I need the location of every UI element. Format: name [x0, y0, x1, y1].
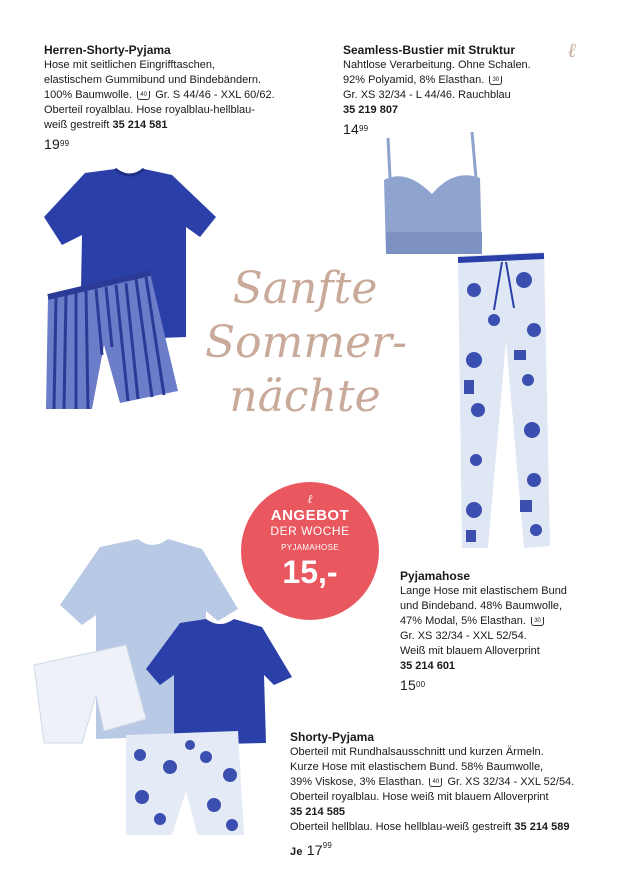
badge-title-1: ANGEBOT — [270, 507, 350, 524]
headline-line-2: Sommer- — [205, 317, 408, 368]
bustier-material-row — [343, 73, 583, 88]
pyjamahose-info — [400, 568, 610, 693]
badge-product: PYJAMAHOSE — [281, 543, 339, 552]
herren-price-main: 19 — [44, 136, 60, 152]
herren-article: 35 214 581 — [112, 119, 168, 131]
herren-material: 100% Baumwolle. — [44, 89, 133, 101]
pyjamahose-price-cents: 00 — [415, 680, 426, 689]
pyjamahose-image — [454, 250, 554, 550]
shorty-article-1: 35 214 585 — [290, 806, 346, 818]
shorty-line: Oberteil mit Rundhalsausschnitt und kurzen Ärmeln. — [290, 746, 544, 758]
shorty-price — [290, 842, 332, 858]
pyjamahose-price — [400, 678, 610, 693]
herren-shorty-info — [44, 42, 284, 152]
shorty-line: Oberteil royalblau. Hose weiß mit blauem Alloverprint — [290, 791, 549, 803]
bustier-image — [376, 128, 496, 258]
shorty-price-cents: 99 — [322, 841, 333, 850]
shorty-material-row — [290, 775, 620, 790]
wash-icon: 40 — [429, 778, 442, 787]
bustier-article: 35 219 807 — [343, 104, 399, 116]
herren-price-cents: 99 — [59, 139, 70, 148]
headline — [205, 262, 408, 424]
bustier-price-main: 14 — [343, 121, 359, 137]
bustier-material: 92% Polyamid, 8% Elasthan. — [343, 74, 485, 86]
shorty-line: Kurze Hose mit elastischem Bund. 58% Baumwolle, — [290, 761, 544, 773]
herren-title: Herren-Shorty-Pyjama — [44, 43, 171, 57]
badge-price: 15,- — [282, 554, 338, 590]
bustier-price-cents: 99 — [358, 124, 369, 133]
wash-icon: 40 — [137, 91, 150, 100]
headline-line-1: Sanfte — [232, 263, 378, 314]
pyjamahose-line: Gr. XS 32/34 - XXL 52/54. — [400, 630, 527, 642]
pyjamahose-line: Lange Hose mit elastischem Bund — [400, 585, 567, 597]
pyjamahose-price-main: 15 — [400, 677, 416, 693]
pyjamahose-line: Weiß mit blauem Alloverprint — [400, 645, 540, 657]
brand-logo-mark: ℓ — [568, 38, 577, 62]
wash-icon: 30 — [489, 76, 502, 85]
bustier-info — [343, 42, 583, 137]
pyjamahose-article: 35 214 601 — [400, 660, 456, 672]
herren-price — [44, 137, 284, 152]
shorty-hellblau-text: Oberteil hellblau. Hose hellblau-weiß gestreift — [290, 821, 512, 833]
pyjamahose-material: 47% Modal, 5% Elasthan. — [400, 615, 526, 627]
pyjamahose-title: Pyjamahose — [400, 569, 471, 583]
pyjamahose-material-row — [400, 614, 610, 629]
shorty-pyjama-info — [290, 729, 620, 835]
badge-logo-icon: ℓ — [307, 492, 313, 506]
shorty-title: Shorty-Pyjama — [290, 730, 375, 744]
shorty-hellblau-row — [290, 820, 620, 835]
headline-line-3: nächte — [229, 371, 381, 422]
herren-color: weiß gestreift — [44, 119, 110, 131]
bustier-line: Gr. XS 32/34 - L 44/46. Rauchblau — [343, 89, 511, 101]
herren-shorty-image — [40, 165, 220, 415]
herren-line: Hose mit seitlichen Eingrifftaschen, — [44, 59, 215, 71]
herren-line: Oberteil royalblau. Hose royalblau-hellblau- — [44, 104, 255, 116]
herren-article-row — [44, 118, 284, 133]
shorty-material: 39% Viskose, 3% Elasthan. — [290, 776, 425, 788]
herren-material-row — [44, 88, 284, 103]
herren-line: elastischem Gummibund und Bindebändern. — [44, 74, 262, 86]
pyjamahose-line: und Bindeband. 48% Baumwolle, — [400, 600, 563, 612]
herren-size: Gr. S 44/46 - XXL 60/62. — [155, 89, 275, 101]
bustier-title: Seamless-Bustier mit Struktur — [343, 43, 516, 57]
shorty-article-2: 35 214 589 — [514, 821, 570, 833]
shorty-price-prefix: Je — [290, 846, 303, 858]
shorty-print-shorts — [126, 731, 244, 835]
shorty-pyjama-image — [30, 535, 300, 835]
bustier-line: Nahtlose Verarbeitung. Ohne Schalen. — [343, 59, 531, 71]
wash-icon: 30 — [531, 617, 544, 626]
badge-title-2: DER WOCHE — [270, 524, 350, 538]
shorty-size: Gr. XS 32/34 - XXL 52/54. — [447, 776, 575, 788]
shorty-price-main: 17 — [306, 842, 323, 858]
